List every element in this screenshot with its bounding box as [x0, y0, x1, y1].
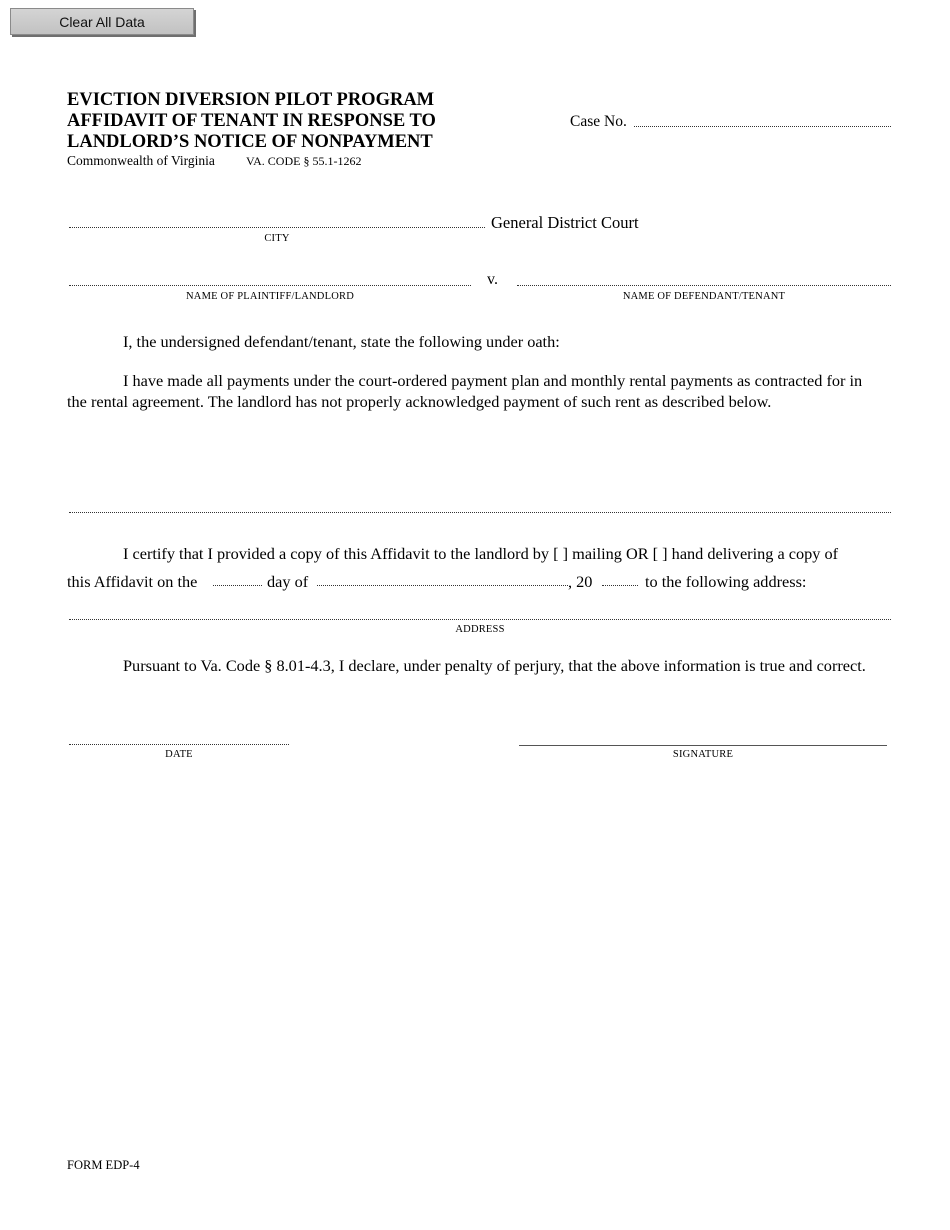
- city-field[interactable]: [69, 210, 489, 228]
- date-caption: DATE: [165, 749, 193, 760]
- mailing-label: mailing OR: [572, 544, 649, 563]
- signature-line: [519, 745, 887, 746]
- form-id: FORM EDP-4: [67, 1158, 140, 1172]
- certify-text-3: this Affidavit on the: [67, 572, 198, 591]
- statute-code: VA. CODE § 55.1-1262: [246, 154, 362, 168]
- form-title: [67, 90, 436, 153]
- certify-line-1: [123, 544, 838, 565]
- certify-text-1: I certify that I provided a copy of this Affidavit to the landlord by: [123, 544, 550, 563]
- declaration-statement: Pursuant to Va. Code § 8.01-4.3, I declare, under penalty of perjury, that the above information is true and correct.: [123, 656, 866, 675]
- month-field[interactable]: [317, 570, 572, 587]
- hand-delivery-checkbox[interactable]: [ ]: [652, 544, 668, 563]
- address-field[interactable]: [69, 601, 895, 620]
- court-name: General District Court: [491, 213, 639, 232]
- case-number-label: Case No.: [570, 113, 627, 130]
- date-field[interactable]: [69, 727, 293, 745]
- mailing-checkbox[interactable]: [ ]: [553, 544, 569, 563]
- day-field[interactable]: [213, 570, 266, 587]
- address-caption: ADDRESS: [455, 624, 505, 635]
- oath-statement: I, the undersigned defendant/tenant, state the following under oath:: [123, 332, 560, 351]
- signature-caption: SIGNATURE: [672, 749, 734, 760]
- certify-text-2: hand delivering a copy of: [671, 544, 839, 563]
- defendant-field[interactable]: [517, 268, 895, 286]
- description-line: [69, 512, 891, 513]
- title-line-2: AFFIDAVIT OF TENANT IN RESPONSE TO: [67, 111, 436, 131]
- case-number-field[interactable]: [634, 110, 895, 128]
- defendant-caption: NAME OF DEFENDANT/TENANT: [622, 291, 786, 302]
- year-prefix: , 20: [568, 572, 593, 591]
- city-caption: CITY: [264, 233, 290, 244]
- plaintiff-caption: NAME OF PLAINTIFF/LANDLORD: [186, 291, 354, 302]
- versus-label: v.: [487, 271, 498, 288]
- nonpayment-description-field[interactable]: [69, 418, 895, 514]
- certify-text-4: to the following address:: [645, 572, 807, 591]
- year-field[interactable]: [602, 570, 642, 587]
- clear-all-data-button[interactable]: Clear All Data: [10, 8, 194, 35]
- jurisdiction-label: Commonwealth of Virginia: [67, 153, 215, 168]
- payments-statement: I have made all payments under the court-ordered payment plan and monthly rental payments as contracted for in the rental agreement. The landlord has not properly acknowledged payment of such rent as described below.: [67, 371, 863, 411]
- plaintiff-field[interactable]: [69, 268, 475, 286]
- title-line-1: EVICTION DIVERSION PILOT PROGRAM: [67, 90, 435, 110]
- title-line-3: LANDLORD’S NOTICE OF NONPAYMENT: [67, 132, 433, 152]
- day-of-label: day of: [267, 572, 309, 591]
